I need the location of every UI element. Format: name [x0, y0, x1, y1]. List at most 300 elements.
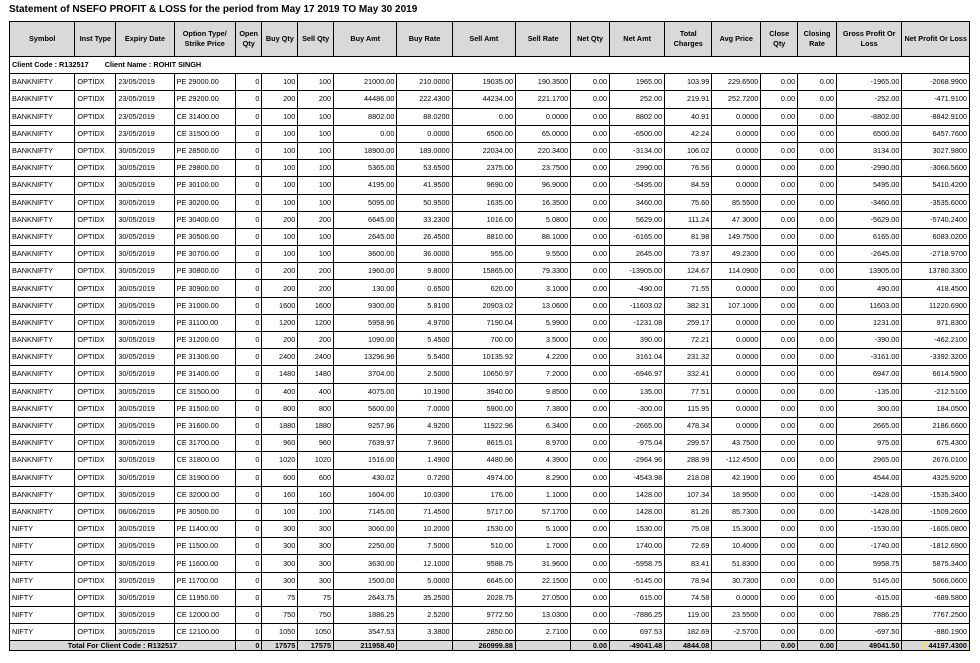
cell-net-amt: 2990.00 — [610, 160, 665, 177]
cell-expiry-date: 30/05/2019 — [116, 263, 174, 280]
table-row — [10, 194, 970, 211]
cell-closing-rate: 0.00 — [798, 417, 837, 434]
cell-buy-qty: 800 — [262, 400, 298, 417]
cell-net-pl: 5066.0600 — [902, 572, 970, 589]
cell-avg-price: 0.0000 — [712, 589, 761, 606]
column-header: Net Qty — [571, 22, 610, 57]
table-row — [10, 246, 970, 263]
cell-sell-qty: 100 — [298, 160, 334, 177]
cell-buy-rate: 7.0000 — [397, 400, 452, 417]
cell-strike: CE 32000.00 — [174, 486, 235, 503]
cell-strike: PE 31100.00 — [174, 314, 235, 331]
cell-buy-qty: 100 — [262, 246, 298, 263]
cell-strike: CE 31900.00 — [174, 469, 235, 486]
cell-closing-rate: 0.00 — [798, 469, 837, 486]
cell-net-qty: 0.00 — [571, 194, 610, 211]
cell-symbol: BANKNIFTY — [10, 503, 75, 520]
cell-gross-pl: -8802.00 — [836, 108, 901, 125]
cell-buy-qty: 100 — [262, 108, 298, 125]
cell-buy-amt: 2250.00 — [334, 538, 397, 555]
cell-expiry-date: 30/05/2019 — [116, 211, 174, 228]
cell-symbol: BANKNIFTY — [10, 417, 75, 434]
cell-inst-type: OPTIDX — [75, 503, 116, 520]
cell-symbol: BANKNIFTY — [10, 177, 75, 194]
cell-sell-qty: 800 — [298, 400, 334, 417]
cell-open-qty: 0 — [235, 228, 262, 245]
cell-total-charges: 40.91 — [665, 108, 712, 125]
total-label: Total For Client Code : R132517 — [10, 641, 236, 651]
cell-net-qty: 0.00 — [571, 383, 610, 400]
cell-gross-pl: -3460.00 — [836, 194, 901, 211]
cell-gross-pl: 6500.00 — [836, 125, 901, 142]
cell-avg-price: 0.0000 — [712, 332, 761, 349]
cell-net-amt: -5145.00 — [610, 572, 665, 589]
cell-inst-type: OPTIDX — [75, 280, 116, 297]
cell-net-qty: 0.00 — [571, 521, 610, 538]
cell-buy-rate: 36.0000 — [397, 246, 452, 263]
cell-strike: CE 11950.00 — [174, 589, 235, 606]
cell-expiry-date: 30/05/2019 — [116, 589, 174, 606]
cell-gross-pl: -1530.00 — [836, 521, 901, 538]
table-row — [10, 314, 970, 331]
cell-net-pl: -880.1900 — [902, 624, 970, 641]
table-row — [10, 297, 970, 314]
cell-close-qty: 0.00 — [761, 400, 798, 417]
cell-open-qty: 0 — [235, 538, 262, 555]
cell-net-qty: 0.00 — [571, 400, 610, 417]
cell-buy-rate: 4.9200 — [397, 417, 452, 434]
column-header: Total Charges — [665, 22, 712, 57]
cell-sell-rate: 7.2000 — [516, 366, 571, 383]
table-row — [10, 366, 970, 383]
cell-closing-rate: 0.00 — [798, 263, 837, 280]
cell-sell-qty: 600 — [298, 469, 334, 486]
cell-net-qty: 0.00 — [571, 263, 610, 280]
cell-gross-pl: -615.00 — [836, 589, 901, 606]
cell-buy-qty: 100 — [262, 194, 298, 211]
table-row — [10, 555, 970, 572]
cell-closing-rate: 0.00 — [798, 125, 837, 142]
cell-open-qty: 0 — [235, 194, 262, 211]
cell-net-pl: -689.5800 — [902, 589, 970, 606]
cell-buy-amt: 3547.53 — [334, 624, 397, 641]
cell-buy-qty: 1050 — [262, 624, 298, 641]
cell-close-qty: 0.00 — [761, 263, 798, 280]
cell-symbol: BANKNIFTY — [10, 435, 75, 452]
cell-strike: CE 12100.00 — [174, 624, 235, 641]
cell-close-qty: 0.00 — [761, 555, 798, 572]
total-net-pl: 44197.4300 — [928, 641, 967, 651]
cell-total-charges: 119.00 — [665, 607, 712, 624]
cell-close-qty: 0.00 — [761, 435, 798, 452]
cell-net-amt: 3161.04 — [610, 349, 665, 366]
cell-gross-pl: 13905.00 — [836, 263, 901, 280]
cell-expiry-date: 30/05/2019 — [116, 332, 174, 349]
cell-total-charges: 84.59 — [665, 177, 712, 194]
cell-open-qty: 0 — [235, 366, 262, 383]
cell-net-pl: -5740.2400 — [902, 211, 970, 228]
cell-gross-pl: 11603.00 — [836, 297, 901, 314]
cell-closing-rate: 0.00 — [798, 572, 837, 589]
cell-buy-amt: 6645.00 — [334, 211, 397, 228]
cell-net-amt: 2645.00 — [610, 246, 665, 263]
cell-gross-pl: 3134.00 — [836, 142, 901, 159]
cell-net-amt: -300.00 — [610, 400, 665, 417]
cell-expiry-date: 30/05/2019 — [116, 280, 174, 297]
cell-sell-amt: 6500.00 — [452, 125, 515, 142]
table-row — [10, 469, 970, 486]
cell-open-qty: 0 — [235, 177, 262, 194]
cell-buy-rate: 5.8100 — [397, 297, 452, 314]
cell-gross-pl: 5495.00 — [836, 177, 901, 194]
table-row — [10, 521, 970, 538]
table-row — [10, 332, 970, 349]
cell-buy-amt: 3060.00 — [334, 521, 397, 538]
cell-avg-price: 0.0000 — [712, 400, 761, 417]
cell-sell-amt: 22034.00 — [452, 142, 515, 159]
cell-open-qty: 0 — [235, 417, 262, 434]
total-net-pl-cell — [902, 641, 970, 651]
cell-close-qty: 0.00 — [761, 366, 798, 383]
cell-inst-type: OPTIDX — [75, 366, 116, 383]
cell-buy-qty: 75 — [262, 589, 298, 606]
cell-avg-price: 0.0000 — [712, 417, 761, 434]
cell-buy-amt: 44486.00 — [334, 91, 397, 108]
cell-total-charges: 71.55 — [665, 280, 712, 297]
cell-gross-pl: 4544.00 — [836, 469, 901, 486]
cell-net-qty: 0.00 — [571, 297, 610, 314]
total-buy-qty: 17575 — [262, 641, 298, 651]
cell-net-pl: -1605.0800 — [902, 521, 970, 538]
cell-net-amt: 390.00 — [610, 332, 665, 349]
cell-buy-amt: 21000.00 — [334, 74, 397, 91]
cell-symbol: BANKNIFTY — [10, 366, 75, 383]
cell-closing-rate: 0.00 — [798, 555, 837, 572]
cell-sell-rate: 220.3400 — [516, 142, 571, 159]
cell-expiry-date: 30/05/2019 — [116, 228, 174, 245]
cell-expiry-date: 30/05/2019 — [116, 624, 174, 641]
cell-net-qty: 0.00 — [571, 160, 610, 177]
cell-net-qty: 0.00 — [571, 503, 610, 520]
total-sell-rate — [516, 641, 571, 651]
cell-expiry-date: 23/05/2019 — [116, 91, 174, 108]
cell-net-amt: 3460.00 — [610, 194, 665, 211]
cell-sell-amt: 1530.00 — [452, 521, 515, 538]
column-header: Sell Qty — [298, 22, 334, 57]
cell-expiry-date: 23/05/2019 — [116, 125, 174, 142]
cell-sell-rate: 88.1000 — [516, 228, 571, 245]
cell-total-charges: 259.17 — [665, 314, 712, 331]
cell-buy-rate: 5.0000 — [397, 572, 452, 589]
cell-symbol: BANKNIFTY — [10, 228, 75, 245]
cell-expiry-date: 30/05/2019 — [116, 452, 174, 469]
cell-total-charges: 77.51 — [665, 383, 712, 400]
table-row — [10, 91, 970, 108]
cell-net-amt: 8802.00 — [610, 108, 665, 125]
cell-avg-price: 252.7200 — [712, 91, 761, 108]
cell-expiry-date: 30/05/2019 — [116, 538, 174, 555]
cell-gross-pl: -1740.00 — [836, 538, 901, 555]
cell-buy-qty: 600 — [262, 469, 298, 486]
cell-total-charges: 42.24 — [665, 125, 712, 142]
cell-strike: PE 30100.00 — [174, 177, 235, 194]
cell-sell-amt: 15865.00 — [452, 263, 515, 280]
cell-strike: CE 31400.00 — [174, 108, 235, 125]
cell-buy-amt: 2643.75 — [334, 589, 397, 606]
cell-avg-price: 0.0000 — [712, 160, 761, 177]
table-row — [10, 452, 970, 469]
table-row — [10, 349, 970, 366]
cell-sell-amt: 1635.00 — [452, 194, 515, 211]
cell-buy-rate: 26.4500 — [397, 228, 452, 245]
cell-open-qty: 0 — [235, 435, 262, 452]
cell-closing-rate: 0.00 — [798, 194, 837, 211]
cell-symbol: NIFTY — [10, 607, 75, 624]
cell-sell-amt: 7190.04 — [452, 314, 515, 331]
cell-net-qty: 0.00 — [571, 538, 610, 555]
cell-open-qty: 0 — [235, 332, 262, 349]
cell-closing-rate: 0.00 — [798, 538, 837, 555]
cell-avg-price: 10.4000 — [712, 538, 761, 555]
cell-total-charges: 75.08 — [665, 521, 712, 538]
column-header: Avg Price — [712, 22, 761, 57]
cell-buy-qty: 300 — [262, 538, 298, 555]
cell-buy-rate: 41.9500 — [397, 177, 452, 194]
cell-buy-qty: 200 — [262, 280, 298, 297]
cell-inst-type: OPTIDX — [75, 589, 116, 606]
column-header: Closing Rate — [798, 22, 837, 57]
column-header: Sell Amt — [452, 22, 515, 57]
cell-closing-rate: 0.00 — [798, 211, 837, 228]
cell-total-charges: 103.99 — [665, 74, 712, 91]
cell-avg-price: 49.2300 — [712, 246, 761, 263]
cell-sell-rate: 7.3800 — [516, 400, 571, 417]
cell-net-qty: 0.00 — [571, 125, 610, 142]
cell-total-charges: 299.57 — [665, 435, 712, 452]
cell-expiry-date: 30/05/2019 — [116, 469, 174, 486]
cell-buy-rate: 2.5000 — [397, 366, 452, 383]
cell-buy-amt: 5600.00 — [334, 400, 397, 417]
cell-sell-qty: 160 — [298, 486, 334, 503]
cell-avg-price: 149.7500 — [712, 228, 761, 245]
cell-sell-rate: 3.5000 — [516, 332, 571, 349]
cell-sell-rate: 79.3300 — [516, 263, 571, 280]
cell-net-pl: -2718.9700 — [902, 246, 970, 263]
cell-avg-price: 0.0000 — [712, 314, 761, 331]
cell-buy-qty: 750 — [262, 607, 298, 624]
cell-close-qty: 0.00 — [761, 572, 798, 589]
cell-net-pl: -1812.6900 — [902, 538, 970, 555]
cell-total-charges: 288.99 — [665, 452, 712, 469]
cell-buy-qty: 200 — [262, 211, 298, 228]
cell-strike: PE 30500.00 — [174, 228, 235, 245]
cell-inst-type: OPTIDX — [75, 211, 116, 228]
cell-strike: PE 30400.00 — [174, 211, 235, 228]
cell-net-pl: -8842.9100 — [902, 108, 970, 125]
cell-gross-pl: 975.00 — [836, 435, 901, 452]
cell-open-qty: 0 — [235, 486, 262, 503]
cell-close-qty: 0.00 — [761, 177, 798, 194]
cell-sell-amt: 0.00 — [452, 108, 515, 125]
cell-buy-qty: 300 — [262, 555, 298, 572]
cell-close-qty: 0.00 — [761, 349, 798, 366]
cell-inst-type: OPTIDX — [75, 383, 116, 400]
cell-close-qty: 0.00 — [761, 607, 798, 624]
table-row — [10, 160, 970, 177]
cell-buy-amt: 9300.00 — [334, 297, 397, 314]
cell-sell-amt: 44234.00 — [452, 91, 515, 108]
cell-sell-amt: 176.00 — [452, 486, 515, 503]
cell-sell-rate: 22.1500 — [516, 572, 571, 589]
column-header: Buy Qty — [262, 22, 298, 57]
cell-buy-rate: 3.3800 — [397, 624, 452, 641]
cell-sell-qty: 100 — [298, 503, 334, 520]
cell-buy-qty: 2400 — [262, 349, 298, 366]
cell-avg-price: 0.0000 — [712, 142, 761, 159]
cell-buy-qty: 400 — [262, 383, 298, 400]
cell-net-amt: -4543.98 — [610, 469, 665, 486]
cell-total-charges: 76.56 — [665, 160, 712, 177]
table-row — [10, 486, 970, 503]
cell-buy-qty: 100 — [262, 74, 298, 91]
cell-close-qty: 0.00 — [761, 194, 798, 211]
cell-symbol: BANKNIFTY — [10, 160, 75, 177]
cell-inst-type: OPTIDX — [75, 263, 116, 280]
cell-sell-amt: 9772.50 — [452, 607, 515, 624]
cell-total-charges: 106.02 — [665, 142, 712, 159]
cell-sell-amt: 700.00 — [452, 332, 515, 349]
cell-strike: CE 12000.00 — [174, 607, 235, 624]
cell-closing-rate: 0.00 — [798, 452, 837, 469]
cell-expiry-date: 30/05/2019 — [116, 142, 174, 159]
cell-closing-rate: 0.00 — [798, 228, 837, 245]
cell-strike: PE 30900.00 — [174, 280, 235, 297]
cell-closing-rate: 0.00 — [798, 332, 837, 349]
cell-strike: PE 29000.00 — [174, 74, 235, 91]
cell-sell-qty: 100 — [298, 228, 334, 245]
cell-symbol: BANKNIFTY — [10, 400, 75, 417]
cell-closing-rate: 0.00 — [798, 435, 837, 452]
cell-expiry-date: 30/05/2019 — [116, 194, 174, 211]
cell-sell-amt: 6645.00 — [452, 572, 515, 589]
cell-total-charges: 218.08 — [665, 469, 712, 486]
cell-total-charges: 182.69 — [665, 624, 712, 641]
cell-net-qty: 0.00 — [571, 280, 610, 297]
cell-net-qty: 0.00 — [571, 572, 610, 589]
cell-open-qty: 0 — [235, 314, 262, 331]
cell-inst-type: OPTIDX — [75, 486, 116, 503]
cell-strike: PE 31500.00 — [174, 400, 235, 417]
cell-sell-amt: 1016.00 — [452, 211, 515, 228]
cell-open-qty: 0 — [235, 503, 262, 520]
cell-symbol: BANKNIFTY — [10, 280, 75, 297]
cell-open-qty: 0 — [235, 142, 262, 159]
cell-expiry-date: 23/05/2019 — [116, 108, 174, 125]
cell-net-pl: 3027.9800 — [902, 142, 970, 159]
cell-buy-qty: 100 — [262, 125, 298, 142]
cell-net-amt: -1231.08 — [610, 314, 665, 331]
cell-sell-amt: 19035.00 — [452, 74, 515, 91]
cell-sell-qty: 300 — [298, 572, 334, 589]
cell-net-pl: -3066.5600 — [902, 160, 970, 177]
cell-gross-pl: 5145.00 — [836, 572, 901, 589]
table-row — [10, 589, 970, 606]
cell-inst-type: OPTIDX — [75, 538, 116, 555]
cell-buy-rate: 0.7200 — [397, 469, 452, 486]
total-charges: 4844.08 — [665, 641, 712, 651]
cell-strike: PE 29200.00 — [174, 91, 235, 108]
cell-close-qty: 0.00 — [761, 486, 798, 503]
cell-net-pl: 4325.9200 — [902, 469, 970, 486]
cell-buy-amt: 3600.00 — [334, 246, 397, 263]
cell-buy-qty: 1600 — [262, 297, 298, 314]
cell-net-amt: -7886.25 — [610, 607, 665, 624]
cell-avg-price: 43.7500 — [712, 435, 761, 452]
cell-sell-qty: 200 — [298, 280, 334, 297]
cell-buy-qty: 100 — [262, 503, 298, 520]
cell-buy-rate: 53.6500 — [397, 160, 452, 177]
cell-sell-amt: 11922.96 — [452, 417, 515, 434]
cell-gross-pl: -252.00 — [836, 91, 901, 108]
cell-net-pl: 6083.0200 — [902, 228, 970, 245]
cell-expiry-date: 30/05/2019 — [116, 572, 174, 589]
cell-closing-rate: 0.00 — [798, 246, 837, 263]
client-name: Client Name : ROHIT SINGH — [104, 60, 202, 70]
cell-sell-qty: 100 — [298, 108, 334, 125]
cell-net-pl: 184.0500 — [902, 400, 970, 417]
total-sell-qty: 17575 — [298, 641, 334, 651]
total-net-amt: -49041.48 — [610, 641, 665, 651]
cell-inst-type: OPTIDX — [75, 555, 116, 572]
cell-buy-amt: 1090.00 — [334, 332, 397, 349]
cell-net-pl: 11220.6900 — [902, 297, 970, 314]
cell-close-qty: 0.00 — [761, 160, 798, 177]
cell-buy-amt: 7145.00 — [334, 503, 397, 520]
client-info — [10, 57, 970, 74]
cell-open-qty: 0 — [235, 452, 262, 469]
cell-net-pl: 6457.7600 — [902, 125, 970, 142]
cell-strike: PE 11400.00 — [174, 521, 235, 538]
cell-closing-rate: 0.00 — [798, 74, 837, 91]
cell-open-qty: 0 — [235, 607, 262, 624]
cell-sell-rate: 0.0000 — [516, 108, 571, 125]
cell-buy-amt: 1604.00 — [334, 486, 397, 503]
cell-gross-pl: -2645.00 — [836, 246, 901, 263]
cell-net-amt: -490.00 — [610, 280, 665, 297]
cell-closing-rate: 0.00 — [798, 177, 837, 194]
cell-net-amt: 1428.00 — [610, 503, 665, 520]
cell-sell-qty: 300 — [298, 521, 334, 538]
cell-inst-type: OPTIDX — [75, 349, 116, 366]
cell-sell-rate: 190.3500 — [516, 74, 571, 91]
total-closing-rate: 0.00 — [798, 641, 837, 651]
cell-sell-qty: 100 — [298, 125, 334, 142]
cell-sell-qty: 100 — [298, 246, 334, 263]
cell-buy-qty: 1020 — [262, 452, 298, 469]
cell-symbol: BANKNIFTY — [10, 486, 75, 503]
cell-sell-qty: 100 — [298, 177, 334, 194]
cell-avg-price: 114.0900 — [712, 263, 761, 280]
cell-closing-rate: 0.00 — [798, 314, 837, 331]
cell-sell-amt: 5717.00 — [452, 503, 515, 520]
column-header: Sell Rate — [516, 22, 571, 57]
cell-sell-rate: 8.9700 — [516, 435, 571, 452]
cell-net-amt: -3134.00 — [610, 142, 665, 159]
cell-open-qty: 0 — [235, 469, 262, 486]
cell-buy-rate: 35.2500 — [397, 589, 452, 606]
cell-buy-rate: 4.9700 — [397, 314, 452, 331]
cell-symbol: BANKNIFTY — [10, 263, 75, 280]
